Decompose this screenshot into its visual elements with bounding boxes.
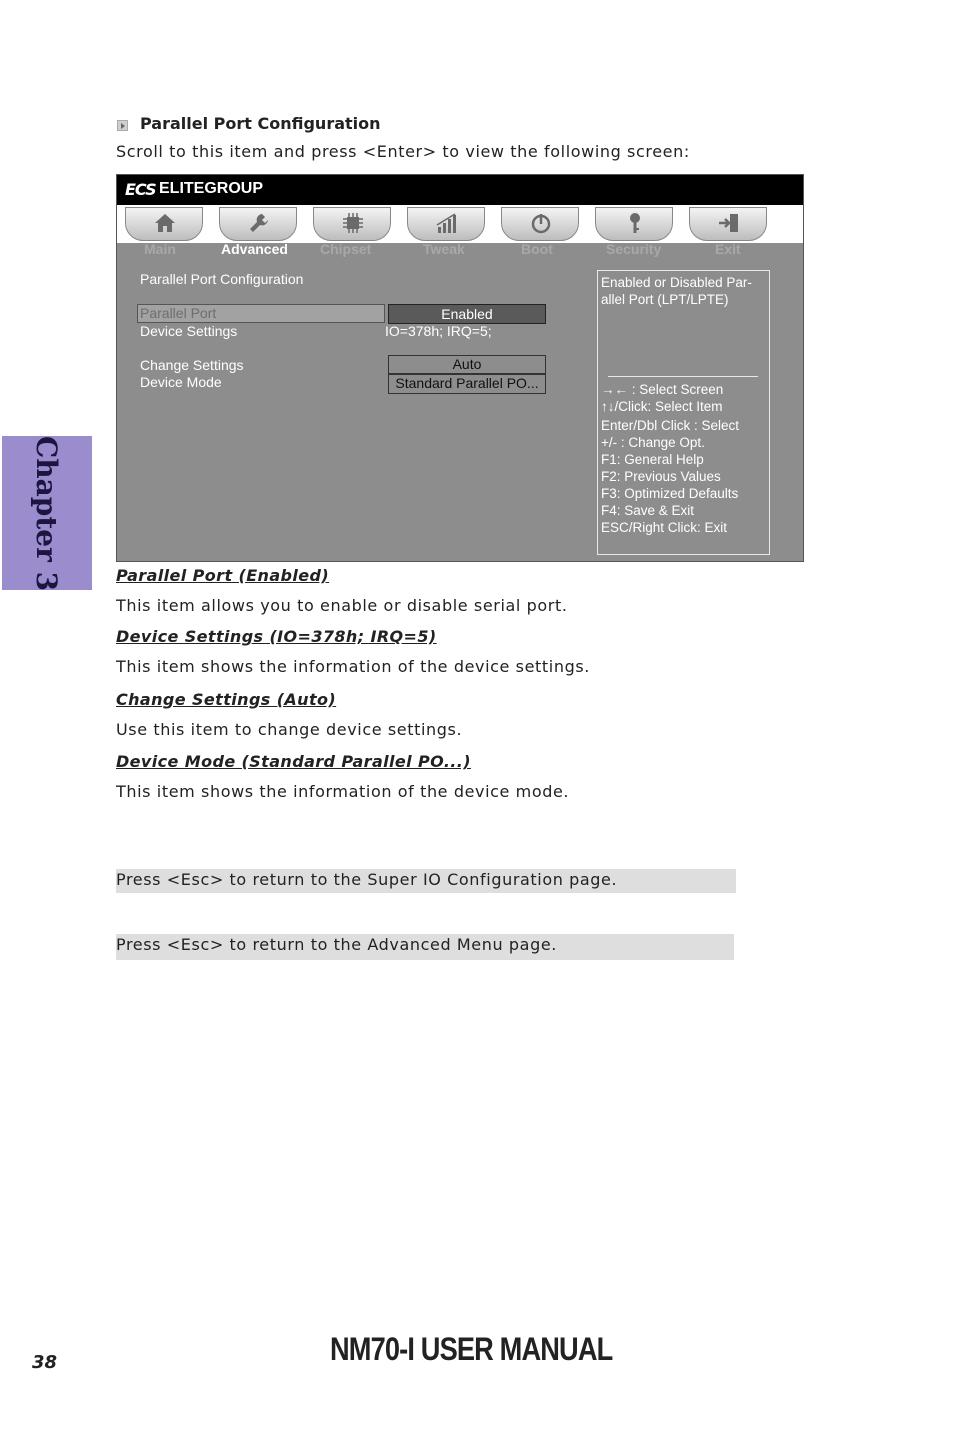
key-icon: [623, 211, 647, 235]
tab-exit[interactable]: [689, 207, 767, 241]
home-icon: [153, 211, 177, 235]
help-key-line: F4: Save & Exit: [601, 503, 695, 518]
brand-name: ELITEGROUP: [159, 180, 264, 197]
change-settings-label[interactable]: Change Settings: [140, 357, 244, 373]
tab-label-security[interactable]: Security: [606, 241, 662, 257]
tab-chipset[interactable]: [313, 207, 391, 241]
parallel-port-value[interactable]: Enabled: [388, 304, 546, 324]
parallel-port-label[interactable]: Parallel Port: [140, 305, 217, 321]
help-key-line: Enter/Dbl Click : Select: [601, 418, 740, 433]
bar-graph-icon: [435, 211, 459, 235]
section-title: Parallel Port Configuration: [140, 114, 381, 133]
help-description-line-1: Enabled or Disabled Par-: [601, 275, 752, 290]
device-settings-label[interactable]: Device Settings: [140, 323, 238, 339]
description-text: This item allows you to enable or disable serial port.: [116, 596, 568, 615]
tab-security[interactable]: [595, 207, 673, 241]
description-text: Use this item to change device settings.: [116, 720, 463, 739]
exit-door-icon: [717, 211, 741, 235]
tab-label-exit[interactable]: Exit: [715, 241, 741, 257]
help-key-line: →← : Select Screen: [601, 382, 724, 397]
page-number: 38: [32, 1352, 58, 1373]
device-mode-label[interactable]: Device Mode: [140, 374, 222, 390]
bios-header: [117, 175, 803, 205]
manual-title: NM70-I USER MANUAL: [330, 1331, 613, 1367]
device-settings-value: IO=378h; IRQ=5;: [385, 323, 492, 339]
ecs-logo: ECS: [125, 180, 156, 199]
tab-main[interactable]: [125, 207, 203, 241]
section-bullet-icon: [117, 120, 128, 131]
description-text: This item shows the information of the device mode.: [116, 782, 570, 801]
power-icon: [529, 211, 553, 235]
chapter-label: Chapter 3: [30, 435, 64, 591]
tab-label-advanced[interactable]: Advanced: [221, 241, 288, 257]
bios-screen-title: Parallel Port Configuration: [140, 271, 304, 287]
bios-help-panel: [597, 270, 770, 555]
help-key-line: F3: Optimized Defaults: [601, 486, 739, 501]
tab-boot[interactable]: [501, 207, 579, 241]
section-intro: Scroll to this item and press <Enter> to view the following screen:: [116, 142, 690, 161]
help-key-line: ↑↓/Click: Select Item: [601, 399, 723, 414]
help-key-line: F1: General Help: [601, 452, 704, 467]
help-key-line: F2: Previous Values: [601, 469, 721, 484]
wrench-icon: [247, 211, 271, 235]
change-settings-value[interactable]: Auto: [388, 355, 546, 374]
chapter-tab: [2, 436, 92, 590]
tab-label-boot[interactable]: Boot: [521, 241, 553, 257]
help-key-line: ESC/Right Click: Exit: [601, 520, 728, 535]
help-description-line-2: allel Port (LPT/LPTE): [601, 292, 729, 307]
description-heading: Device Mode (Standard Parallel PO...): [116, 752, 471, 771]
help-key-line: +/- : Change Opt.: [601, 435, 705, 450]
tab-tweak[interactable]: [407, 207, 485, 241]
description-heading: Change Settings (Auto): [116, 690, 337, 709]
description-heading: Parallel Port (Enabled): [116, 566, 330, 585]
help-divider: [608, 376, 758, 377]
chip-icon: [341, 211, 365, 235]
tab-label-tweak[interactable]: Tweak: [423, 241, 465, 257]
tab-label-main[interactable]: Main: [144, 241, 176, 257]
tab-advanced[interactable]: [219, 207, 297, 241]
note-return-super-io: Press <Esc> to return to the Super IO Configuration page.: [116, 869, 736, 893]
tab-label-chipset[interactable]: Chipset: [320, 241, 372, 257]
description-heading: Device Settings (IO=378h; IRQ=5): [116, 627, 437, 646]
note-return-advanced: Press <Esc> to return to the Advanced Menu page.: [116, 934, 734, 960]
bios-screenshot: [116, 174, 804, 562]
device-mode-value[interactable]: Standard Parallel PO...: [388, 374, 546, 394]
description-text: This item shows the information of the device settings.: [116, 657, 590, 676]
